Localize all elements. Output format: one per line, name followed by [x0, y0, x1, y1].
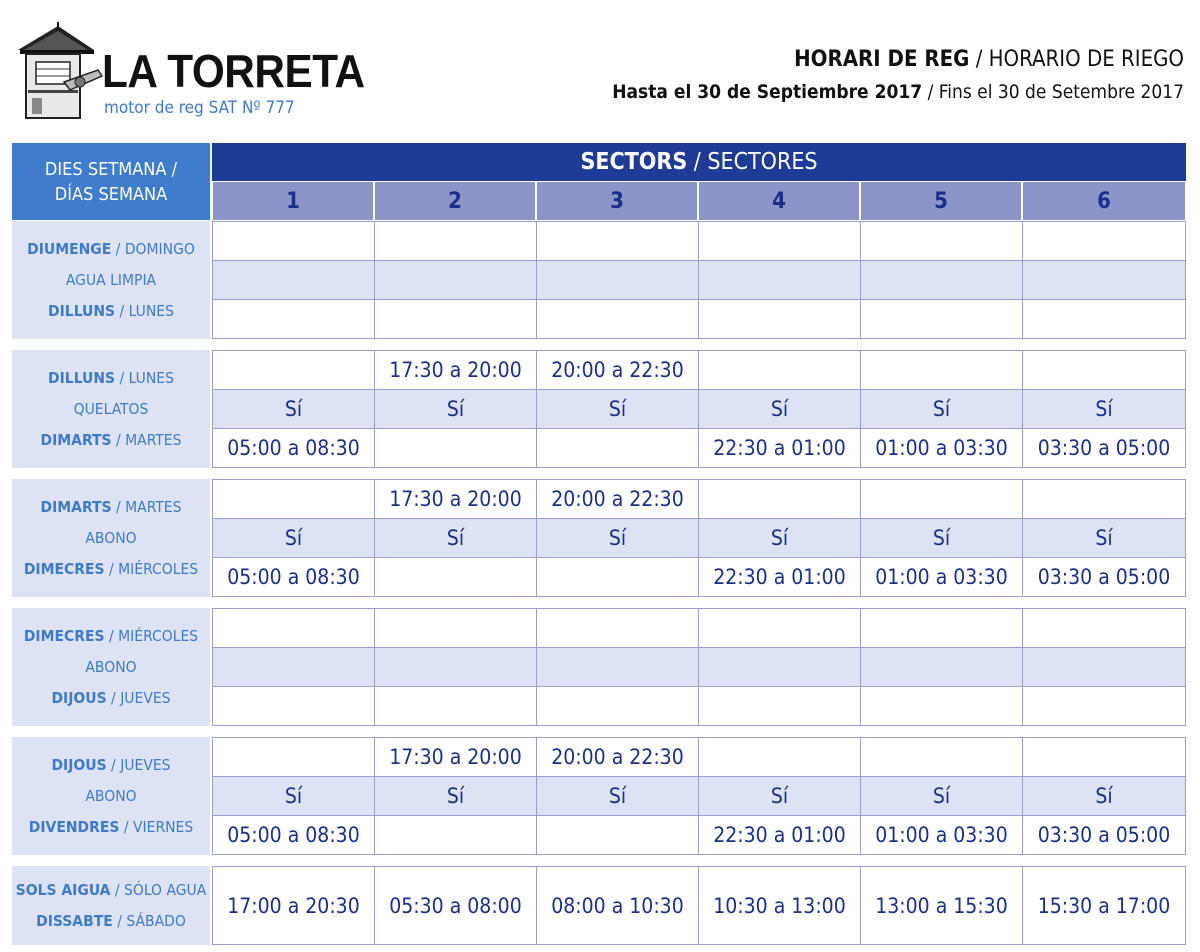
day-label-catalan: DISSABTE — [36, 911, 113, 930]
sector-number-5: 5 — [860, 181, 1022, 221]
day-label-separator: / — [104, 626, 119, 645]
day-label-separator: / — [111, 497, 126, 516]
sectors-catalan: SECTORS — [580, 149, 688, 175]
schedule-cell: 17:00 a 20:30 — [212, 866, 375, 945]
days-header-catalan: DIES SETMANA / — [44, 159, 178, 180]
day-label-catalan: DIVENDRES — [28, 817, 120, 836]
schedule-cell: Sí — [536, 389, 699, 429]
day-label-spanish: MIÉRCOLES — [118, 626, 199, 645]
page-heading — [612, 46, 1184, 106]
schedule-cell: 01:00 a 03:30 — [860, 428, 1023, 468]
day-label-spanish: MIÉRCOLES — [118, 559, 199, 578]
title-separator: / — [969, 47, 989, 72]
day-label-spanish: ABONO — [85, 528, 137, 547]
schedule-cell: Sí — [374, 518, 537, 558]
sectors-separator: / — [687, 149, 708, 175]
schedule-cell — [860, 479, 1023, 519]
schedule-cell — [1022, 647, 1186, 687]
schedule-cell: Sí — [374, 389, 537, 429]
schedule-cell — [536, 686, 699, 726]
schedule-cell — [374, 815, 537, 855]
day-label-line — [29, 812, 193, 843]
schedule-cell — [212, 299, 375, 339]
schedule-cell: 03:30 a 05:00 — [1022, 428, 1186, 468]
schedule-cell — [698, 479, 861, 519]
schedule-cell — [860, 260, 1023, 300]
schedule-cell — [860, 737, 1023, 777]
schedule-cell: Sí — [1022, 776, 1186, 816]
schedule-cell — [698, 647, 861, 687]
day-label-line — [48, 363, 174, 394]
logo-name: LA TORRETA — [102, 45, 365, 97]
schedule-cell: 17:30 a 20:00 — [374, 479, 537, 519]
schedule-cell: 08:00 a 10:30 — [536, 866, 699, 945]
schedule-cell: 01:00 a 03:30 — [860, 815, 1023, 855]
schedule-cell: 17:30 a 20:00 — [374, 737, 537, 777]
day-label-separator: / — [115, 368, 129, 387]
schedule-cell: 03:30 a 05:00 — [1022, 557, 1186, 597]
subtitle-spanish: Hasta el 30 de Septiembre 2017 — [612, 81, 923, 103]
schedule-cell — [374, 428, 537, 468]
schedule-cell — [860, 221, 1023, 261]
schedule-cell — [1022, 686, 1186, 726]
sector-number-6: 6 — [1022, 181, 1186, 221]
days-header-spanish: DÍAS SEMANA — [54, 184, 168, 205]
schedule-cell: Sí — [698, 389, 861, 429]
schedule-cell — [536, 557, 699, 597]
day-label-catalan: DIJOUS — [51, 755, 107, 774]
schedule-cell — [1022, 260, 1186, 300]
schedule-cell: 20:00 a 22:30 — [536, 737, 699, 777]
schedule-cell — [860, 647, 1023, 687]
schedule-cell: 05:30 a 08:00 — [374, 866, 537, 945]
days-column-header — [12, 143, 210, 220]
schedule-cell — [536, 815, 699, 855]
day-label-group-2 — [12, 350, 210, 468]
schedule-cell — [212, 479, 375, 519]
schedule-cell — [374, 686, 537, 726]
schedule-cell — [698, 350, 861, 390]
sector-number-3: 3 — [536, 181, 698, 221]
day-label-spanish: LUNES — [128, 368, 174, 387]
schedule-cell: Sí — [374, 776, 537, 816]
day-label-catalan: DIMARTS — [40, 497, 112, 516]
day-label-spanish: JUEVES — [120, 755, 171, 774]
title-catalan: HORARI DE REG — [794, 47, 970, 72]
schedule-cell: 05:00 a 08:30 — [212, 428, 375, 468]
schedule-cell: Sí — [536, 518, 699, 558]
day-label-separator: / — [119, 817, 133, 836]
day-label-spanish: ABONO — [85, 786, 137, 805]
schedule-cell — [212, 737, 375, 777]
day-label-spanish: QUELATOS — [73, 399, 149, 418]
day-label-line — [51, 750, 170, 781]
schedule-cell — [1022, 350, 1186, 390]
schedule-cell — [374, 557, 537, 597]
schedule-cell: 17:30 a 20:00 — [374, 350, 537, 390]
day-label-spanish: SÁBADO — [126, 911, 186, 930]
schedule-cell — [698, 260, 861, 300]
schedule-cell — [860, 299, 1023, 339]
day-label-separator: / — [106, 755, 121, 774]
day-label-spanish: DOMINGO — [124, 239, 195, 258]
day-label-separator: / — [112, 911, 127, 930]
schedule-cell: 22:30 a 01:00 — [698, 428, 861, 468]
sectors-spanish: SECTORES — [707, 149, 818, 175]
logo-subtitle: motor de reg SAT Nº 777 — [104, 98, 295, 118]
schedule-cell: 05:00 a 08:30 — [212, 557, 375, 597]
schedule-cell: 20:00 a 22:30 — [536, 350, 699, 390]
schedule-cell — [860, 608, 1023, 648]
schedule-cell: 03:30 a 05:00 — [1022, 815, 1186, 855]
schedule-cell — [698, 299, 861, 339]
day-label-spanish: SÓLO AGUA — [124, 880, 207, 899]
day-label-group-3 — [12, 479, 210, 597]
schedule-cell: Sí — [212, 389, 375, 429]
schedule-cell — [698, 686, 861, 726]
page-subtitle — [612, 78, 1184, 106]
schedule-cell — [536, 647, 699, 687]
day-label-separator: / — [111, 430, 126, 449]
schedule-cell: Sí — [212, 776, 375, 816]
day-label-line — [66, 265, 156, 296]
schedule-cell: Sí — [1022, 518, 1186, 558]
day-label-catalan: DIMECRES — [23, 559, 105, 578]
schedule-cell — [860, 350, 1023, 390]
schedule-cell — [1022, 737, 1186, 777]
day-label-spanish: ABONO — [85, 657, 137, 676]
schedule-cell — [212, 647, 375, 687]
day-label-line — [16, 875, 207, 906]
schedule-cell: 05:00 a 08:30 — [212, 815, 375, 855]
day-label-catalan: DIMARTS — [40, 430, 112, 449]
sector-number-1: 1 — [212, 181, 374, 221]
schedule-cell: Sí — [698, 518, 861, 558]
schedule-cell — [374, 647, 537, 687]
day-label-line — [74, 394, 149, 425]
subtitle-catalan: Fins el 30 de Setembre 2017 — [938, 81, 1184, 103]
day-label-spanish: MARTES — [125, 430, 182, 449]
day-label-group-5 — [12, 737, 210, 855]
day-label-spanish: VIERNES — [132, 817, 194, 836]
day-label-group-4 — [12, 608, 210, 726]
schedule-cell — [698, 608, 861, 648]
day-label-separator: / — [110, 880, 125, 899]
schedule-cell — [212, 686, 375, 726]
schedule-cell: Sí — [698, 776, 861, 816]
brand-logo — [14, 20, 365, 120]
day-label-spanish: JUEVES — [120, 688, 171, 707]
schedule-cell: 22:30 a 01:00 — [698, 557, 861, 597]
day-label-line — [51, 683, 170, 714]
tower-icon — [14, 20, 104, 120]
schedule-cell — [212, 608, 375, 648]
day-label-catalan: SOLS AIGUA — [15, 880, 111, 899]
schedule-cell — [1022, 608, 1186, 648]
subtitle-separator: / — [922, 81, 939, 103]
schedule-cell — [374, 260, 537, 300]
schedule-cell — [1022, 221, 1186, 261]
day-label-separator: / — [111, 239, 125, 258]
schedule-cell — [536, 221, 699, 261]
schedule-cell: 01:00 a 03:30 — [860, 557, 1023, 597]
day-label-catalan: DILLUNS — [48, 368, 116, 387]
day-label-line — [85, 781, 136, 812]
schedule-cell — [536, 260, 699, 300]
schedule-cell: Sí — [1022, 389, 1186, 429]
schedule-cell: 22:30 a 01:00 — [698, 815, 861, 855]
day-label-spanish: AGUA LIMPIA — [65, 270, 157, 289]
schedule-cell — [212, 221, 375, 261]
schedule-cell: 15:30 a 17:00 — [1022, 866, 1186, 945]
schedule-cell — [860, 686, 1023, 726]
schedule-cell — [374, 221, 537, 261]
schedule-cell — [212, 350, 375, 390]
schedule-cell: Sí — [212, 518, 375, 558]
schedule-cell — [374, 299, 537, 339]
day-label-line — [27, 234, 195, 265]
day-label-spanish: MARTES — [125, 497, 182, 516]
day-label-group-1 — [12, 221, 210, 339]
schedule-cell — [374, 608, 537, 648]
day-label-line — [36, 906, 186, 937]
day-label-catalan: DILLUNS — [48, 301, 116, 320]
sectors-header — [212, 143, 1186, 181]
title-spanish: HORARIO DE RIEGO — [988, 47, 1184, 72]
day-label-line — [41, 492, 182, 523]
sector-number-2: 2 — [374, 181, 536, 221]
schedule-cell: 20:00 a 22:30 — [536, 479, 699, 519]
day-label-separator: / — [106, 688, 121, 707]
schedule-cell — [1022, 479, 1186, 519]
day-label-line — [24, 554, 198, 585]
schedule-cell: Sí — [860, 518, 1023, 558]
schedule-cell — [536, 299, 699, 339]
schedule-cell: Sí — [860, 776, 1023, 816]
schedule-cell: Sí — [860, 389, 1023, 429]
schedule-cell — [698, 737, 861, 777]
day-label-separator: / — [104, 559, 119, 578]
day-label-catalan: DIMECRES — [23, 626, 105, 645]
day-label-group-6 — [12, 866, 210, 945]
day-label-line — [41, 425, 182, 456]
day-label-spanish: LUNES — [128, 301, 174, 320]
day-label-catalan: DIUMENGE — [27, 239, 112, 258]
schedule-cell: 13:00 a 15:30 — [860, 866, 1023, 945]
day-label-separator: / — [115, 301, 129, 320]
page-title — [612, 46, 1184, 74]
schedule-cell — [536, 428, 699, 468]
sector-number-4: 4 — [698, 181, 860, 221]
schedule-cell — [212, 260, 375, 300]
schedule-cell — [1022, 299, 1186, 339]
day-label-line — [85, 652, 136, 683]
schedule-cell — [698, 221, 861, 261]
day-label-line — [85, 523, 136, 554]
day-label-line — [48, 296, 174, 327]
day-label-catalan: DIJOUS — [51, 688, 107, 707]
schedule-cell: 10:30 a 13:00 — [698, 866, 861, 945]
schedule-cell — [536, 608, 699, 648]
schedule-cell: Sí — [536, 776, 699, 816]
day-label-line — [24, 621, 198, 652]
